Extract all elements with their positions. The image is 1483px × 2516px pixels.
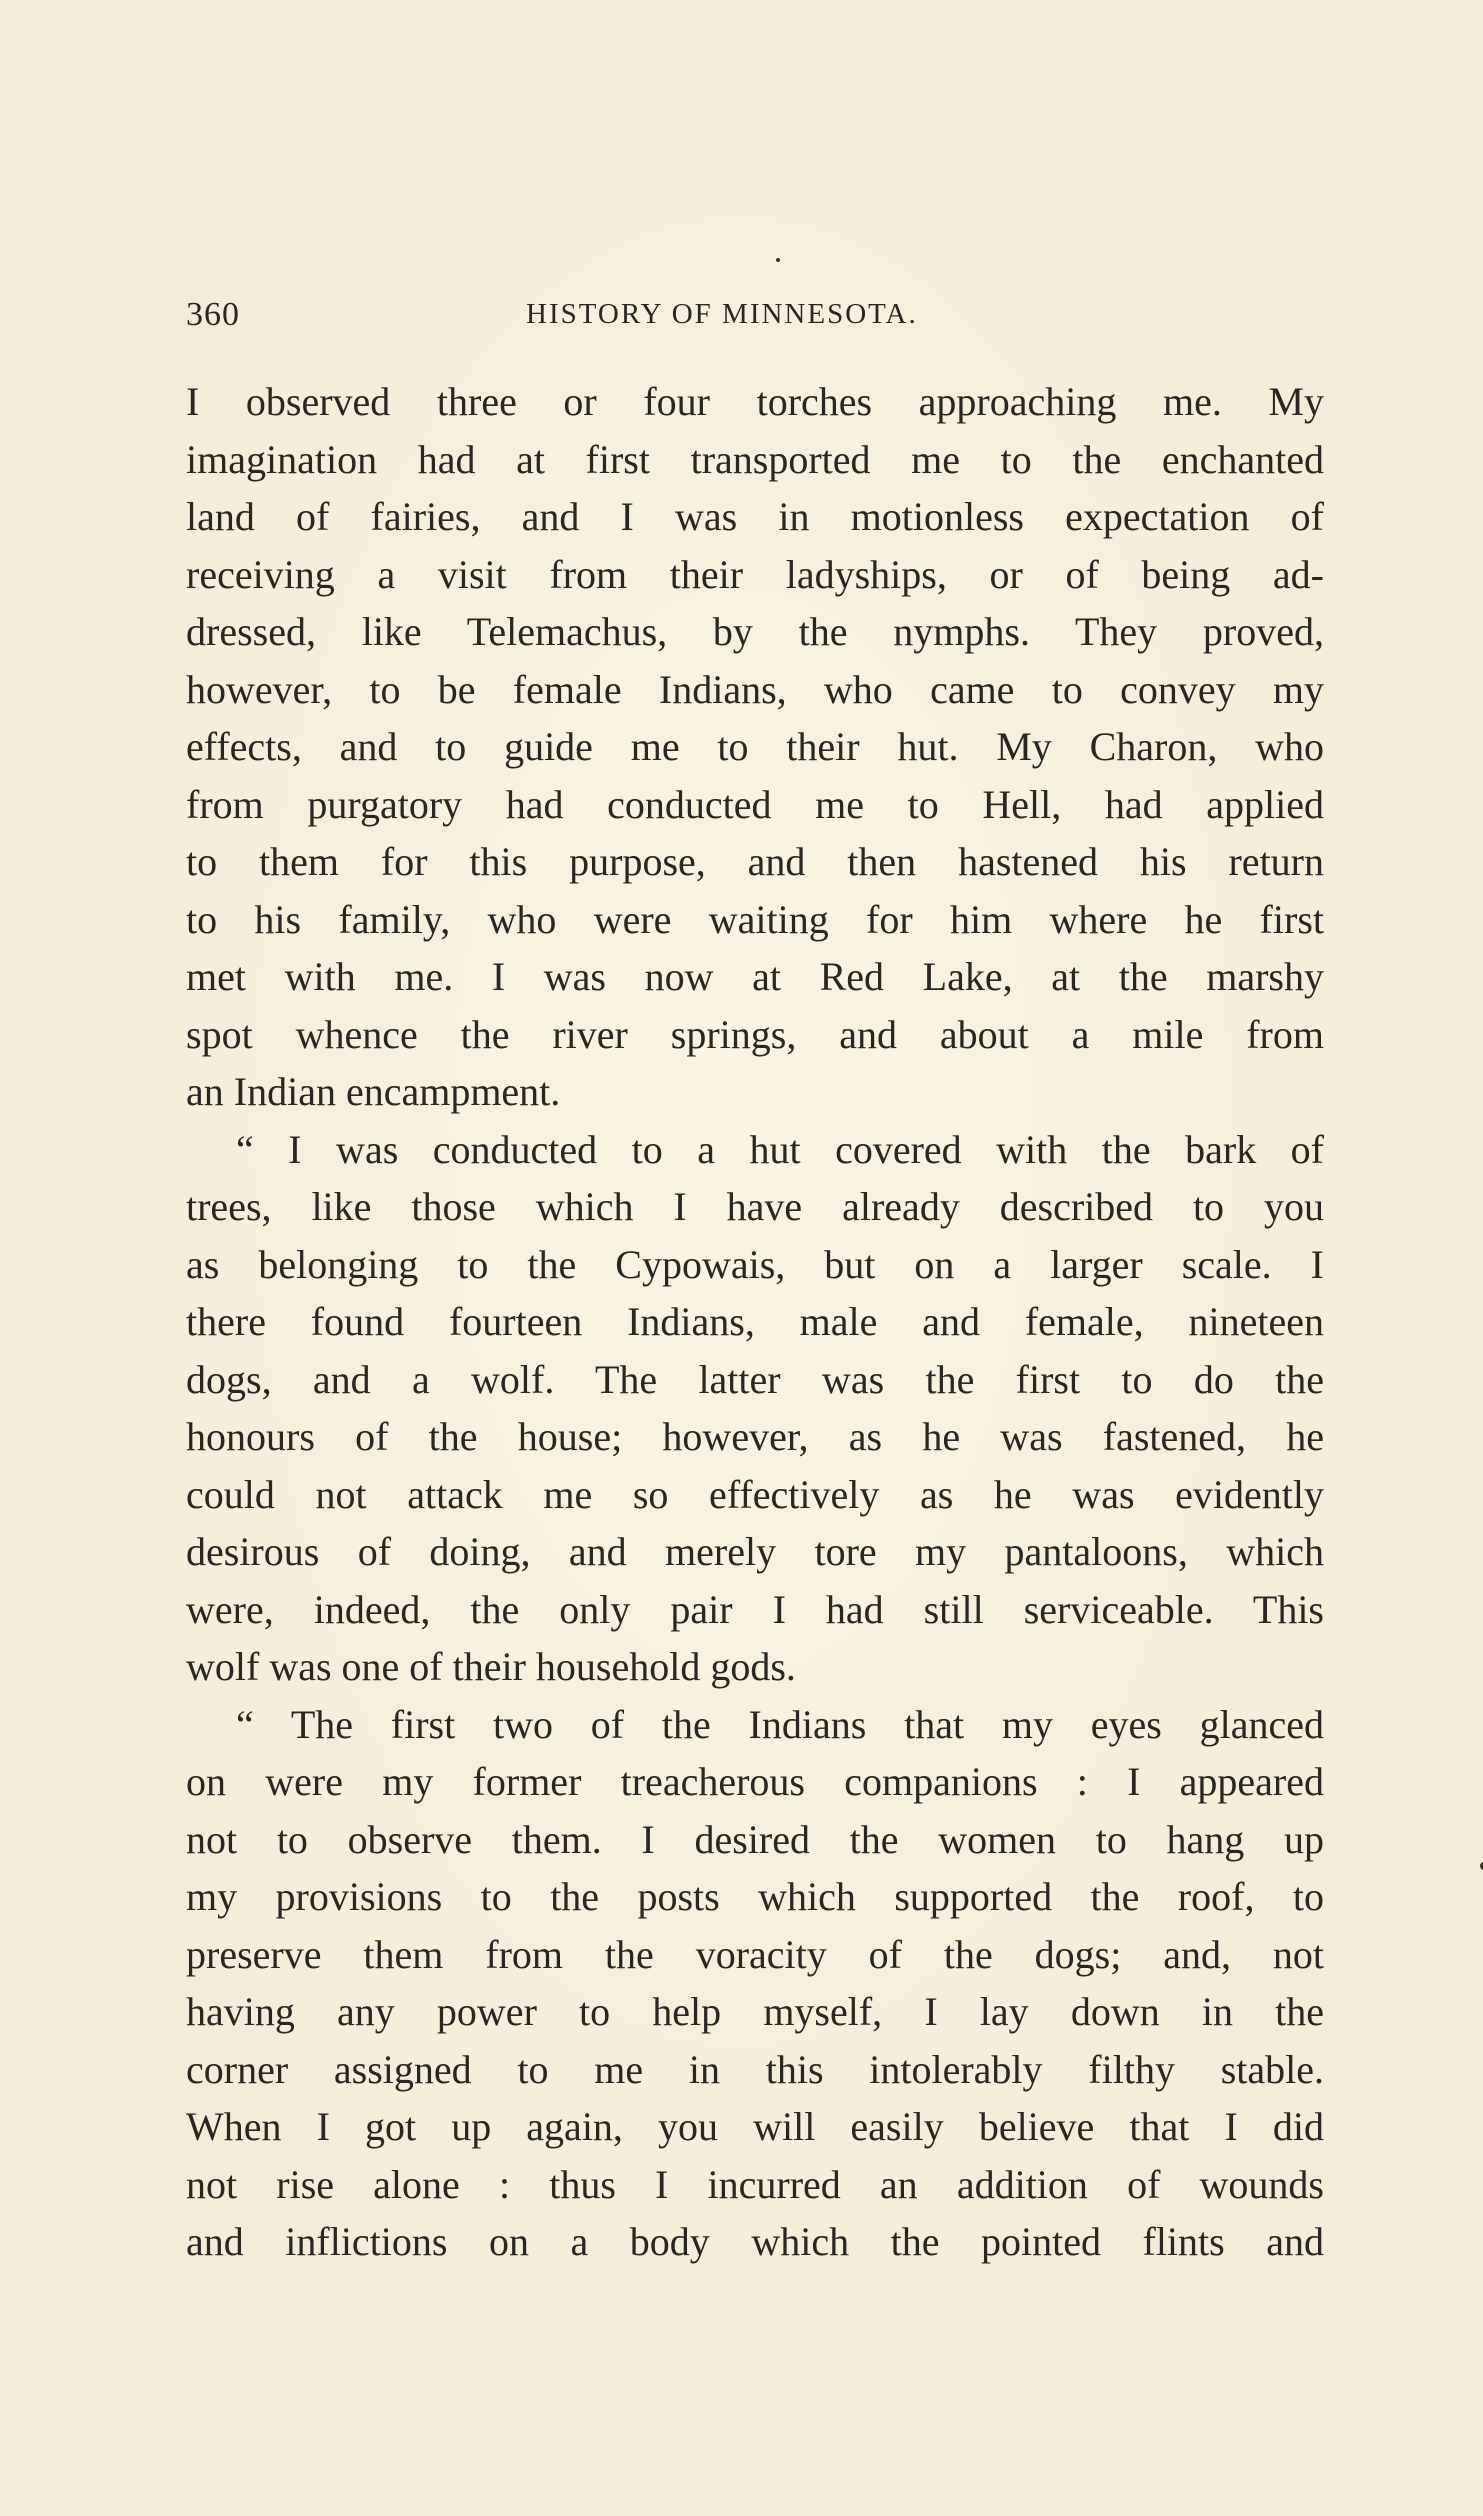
text-line: When I got up again, you will easily believe that I did: [186, 2104, 1324, 2149]
page-header: [186, 296, 1324, 346]
text-line: met with me. I was now at Red Lake, at the marshy: [186, 954, 1324, 999]
running-head: HISTORY OF MINNESOTA.: [526, 298, 918, 330]
text-line: having any power to help myself, I lay down in the: [186, 1989, 1324, 2034]
body-text: [186, 373, 1324, 2271]
text-line: I observed three or four torches approaching me. My: [186, 379, 1324, 424]
text-line: dressed, like Telemachus, by the nymphs. They proved,: [186, 609, 1324, 654]
text-line: not to observe them. I desired the women to hang up: [186, 1816, 1324, 1862]
text-line: as belonging to the Cypowais, but on a larger scale. I: [186, 1241, 1324, 1287]
text-line: trees, like those which I have already described to you: [186, 1184, 1324, 1229]
text-line: to his family, who were waiting for him where he first: [186, 896, 1324, 942]
text-line: not rise alone : thus I incurred an addition of wounds: [186, 2161, 1324, 2207]
page-number: 360: [186, 296, 240, 333]
text-line: from purgatory had conducted me to Hell, had applied: [186, 781, 1324, 827]
text-line: “ I was conducted to a hut covered with the bark of: [236, 1126, 1324, 1172]
text-line: spot whence the river springs, and about a mile from: [186, 1011, 1324, 1057]
text-line: on were my former treacherous companions : I appeared: [186, 1759, 1324, 1804]
text-line: effects, and to guide me to their hut. My Charon, who: [186, 724, 1324, 769]
text-line: and inflictions on a body which the pointed flints and: [186, 2219, 1324, 2264]
text-line: dogs, and a wolf. The latter was the first to do the: [186, 1356, 1324, 1402]
text-line: receiving a visit from their ladyships, or of being ad-: [186, 551, 1324, 597]
text-line: corner assigned to me in this intolerably filthy stable.: [186, 2046, 1324, 2092]
text-line: could not attack me so effectively as he was evidently: [186, 1471, 1324, 1517]
text-line: however, to be female Indians, who came to convey my: [186, 666, 1324, 712]
ink-speck: [776, 258, 780, 262]
text-line: my provisions to the posts which supported the roof, to: [186, 1874, 1324, 1919]
text-line: to them for this purpose, and then hastened his return: [186, 839, 1324, 884]
text-line: wolf was one of their household gods.: [186, 1644, 796, 1689]
text-line: honours of the house; however, as he was fastened, he: [186, 1414, 1324, 1459]
text-line: preserve them from the voracity of the dogs; and, not: [186, 1931, 1324, 1977]
text-line: “ The first two of the Indians that my eyes glanced: [236, 1701, 1324, 1747]
text-line: desirous of doing, and merely tore my pantaloons, which: [186, 1529, 1324, 1574]
text-line: imagination had at first transported me to the enchanted: [186, 436, 1324, 482]
text-line: land of fairies, and I was in motionless expectation of: [186, 494, 1324, 539]
text-line: were, indeed, the only pair I had still serviceable. This: [186, 1586, 1324, 1632]
text-line: an Indian encampment.: [186, 1069, 561, 1114]
text-line: there found fourteen Indians, male and female, nineteen: [186, 1299, 1324, 1344]
